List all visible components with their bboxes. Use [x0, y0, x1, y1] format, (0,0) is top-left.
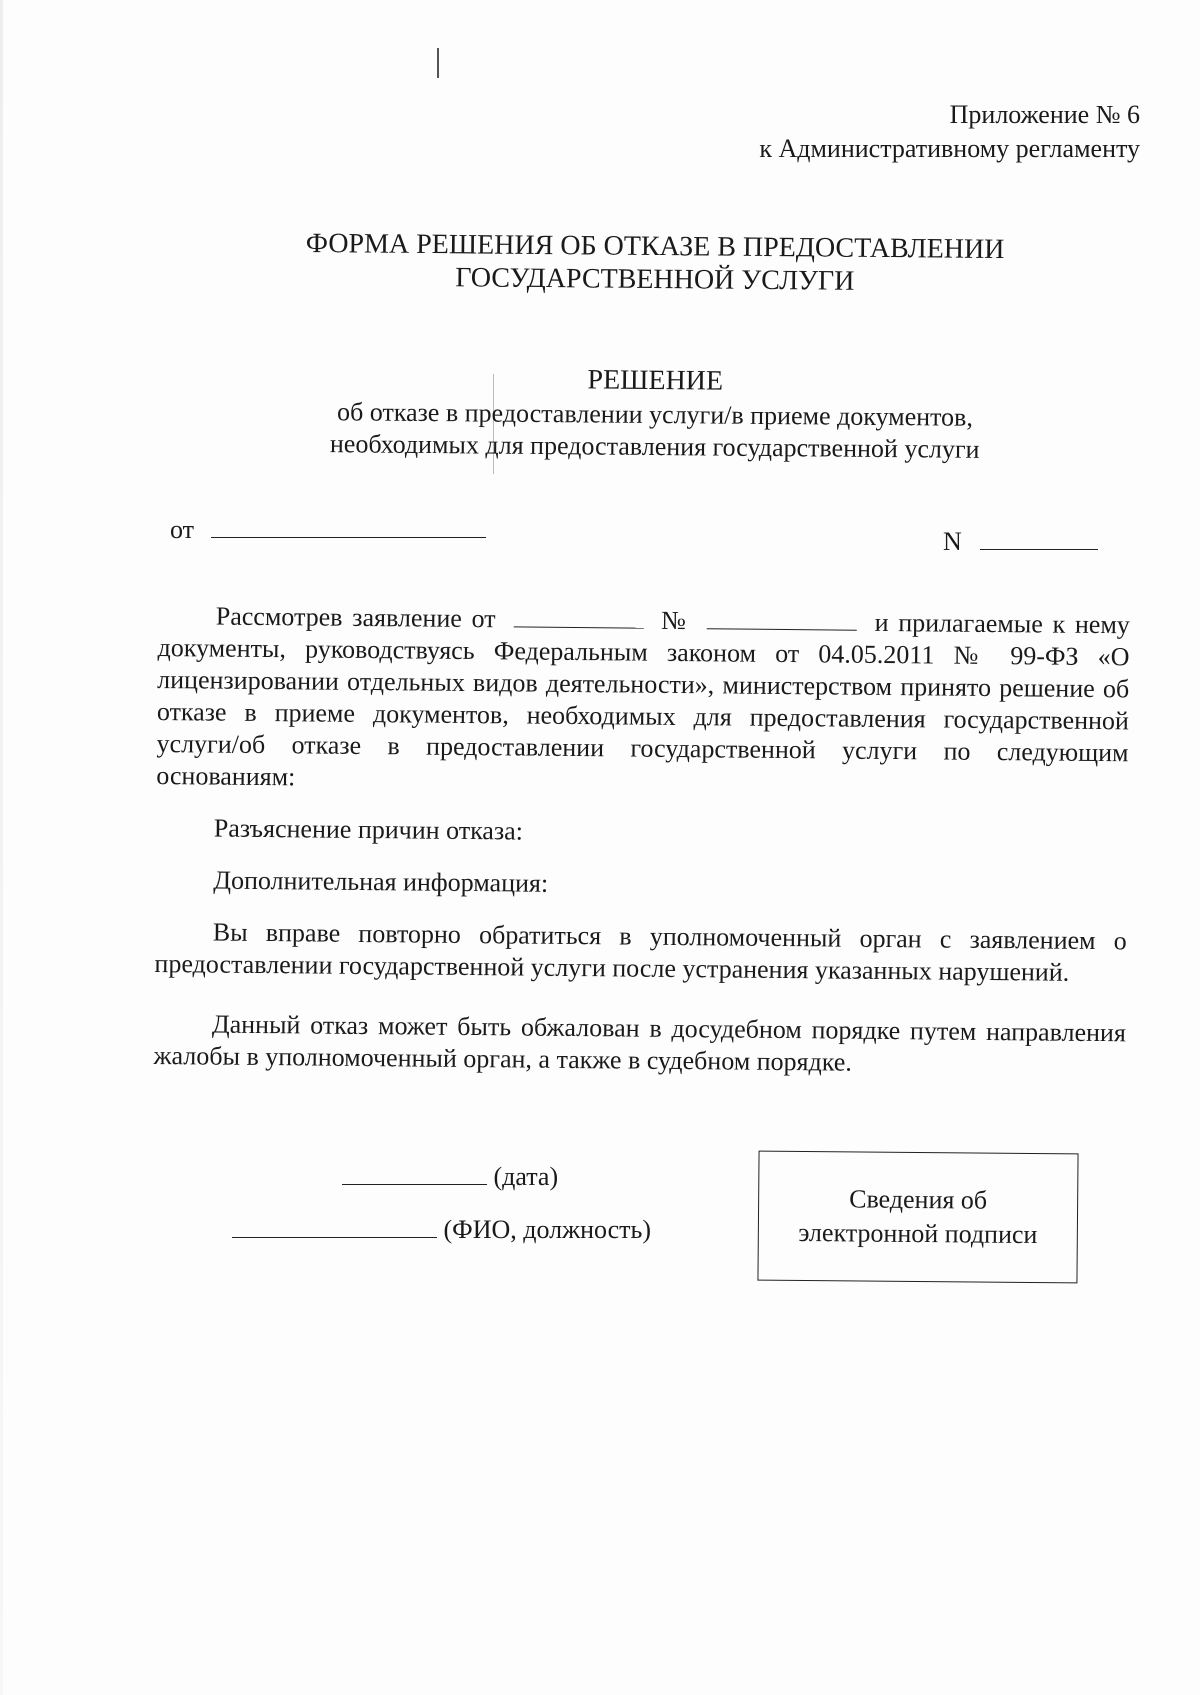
additional-info-label: Дополнительная информация:: [213, 865, 549, 898]
electronic-signature-box: [757, 1151, 1078, 1284]
decision-number-blank: [980, 527, 1098, 550]
annex-header: [759, 98, 1140, 166]
signature-name-field: [232, 1215, 651, 1245]
annex-reference: к Административному регламенту: [759, 134, 1140, 163]
form-title: [0, 224, 1200, 301]
signature-date-field: [342, 1162, 558, 1192]
decision-subtitle-line-2: необходимых для предоставления государственной услуги: [329, 429, 980, 464]
scan-artifact-mark: [437, 48, 439, 78]
form-title-line-2: ГОСУДАРСТВЕННОЙ УСЛУГИ: [455, 262, 855, 297]
decision-date-field: [170, 515, 486, 545]
decision-number-label: N: [943, 527, 962, 556]
application-date-label: Рассмотрев заявление от: [215, 601, 496, 634]
signature-date-blank: [342, 1162, 487, 1185]
decision-date-blank: [211, 515, 486, 538]
annex-number: Приложение № 6: [949, 100, 1140, 129]
decision-word: РЕШЕНИЕ: [587, 364, 724, 397]
decision-body: [153, 600, 1129, 1081]
esign-box-line-1: Сведения об: [849, 1184, 988, 1215]
signature-name-label: (ФИО, должность): [443, 1215, 652, 1244]
form-title-line-1: ФОРМА РЕШЕНИЯ ОБ ОТКАЗЕ В ПРЕДОСТАВЛЕНИИ: [305, 227, 1005, 266]
decision-subtitle-line-1: об отказе в предоставлении услуги/в приеме документов,: [336, 397, 974, 432]
application-number-blank: [707, 606, 857, 630]
paragraph-appeal: Данный отказ может быть обжалован в досудебном порядке путем направления жалобы в уполномоченный орган, а также в судебном порядке.: [153, 1009, 1127, 1077]
decision-number-field: [943, 527, 1098, 557]
paragraph-consideration: [156, 600, 1130, 801]
application-date-blank: [513, 604, 643, 628]
decision-date-label: от: [170, 515, 195, 544]
signature-name-blank: [232, 1215, 437, 1238]
paragraph-reapply: Вы вправе повторно обратиться в уполномоченный орган с заявлением о предоставлении государственной услуги после устранения указанных нарушений.: [154, 917, 1127, 987]
consideration-text: и прилагаемые к нему документы, руководствуясь Федеральным законом от 04.05.2011 № 99-ФЗ «О лицензировании отдельных видов деятельности», министерством принято решение об отказе в приеме документов, необходимых для предоставления государственной услуги/об отказе в предоставлении государственной услуги по следующим основаниям:: [156, 607, 1130, 792]
application-number-sign: №: [660, 605, 690, 636]
decision-heading: [0, 359, 1200, 468]
refusal-reasons-label: Разъяснение причин отказа:: [213, 813, 524, 846]
esign-box-line-2: электронной подписи: [798, 1217, 1038, 1250]
signature-date-label: (дата): [493, 1162, 559, 1191]
